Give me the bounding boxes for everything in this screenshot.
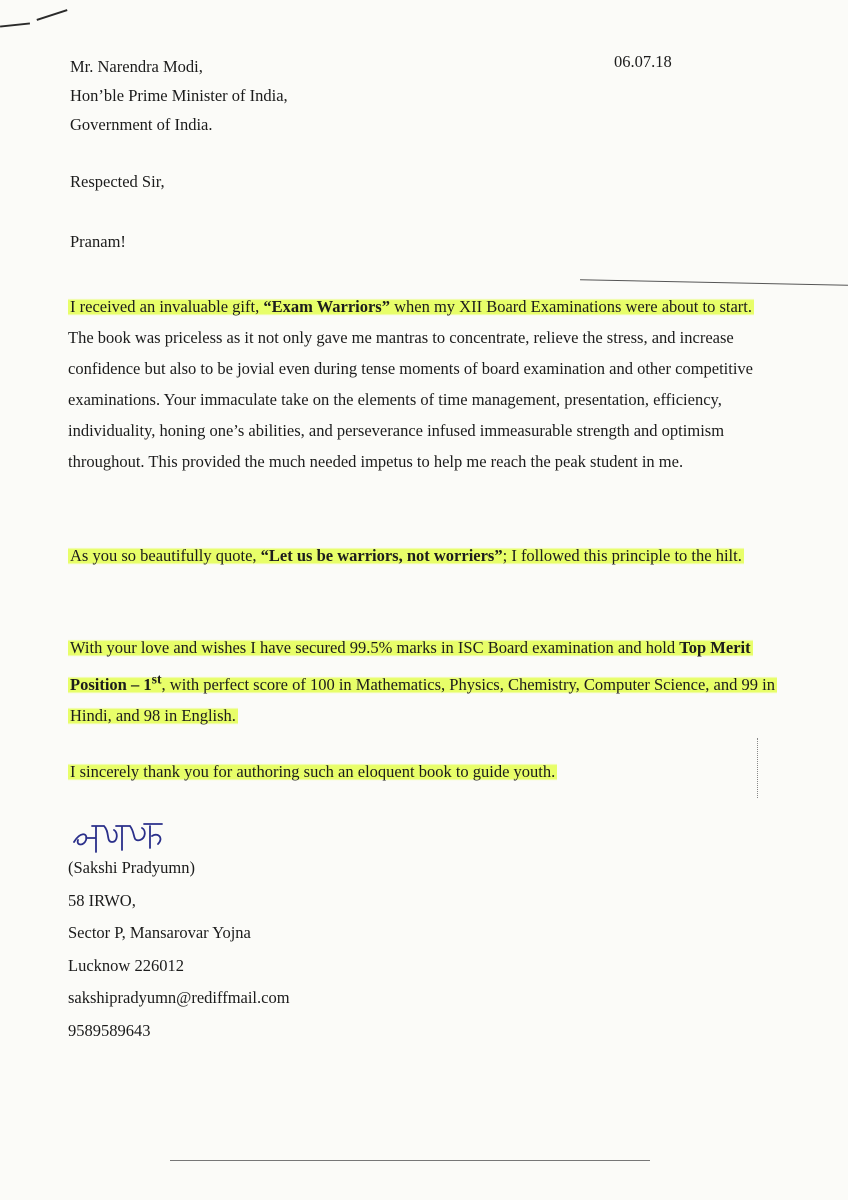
scan-line-bottom (170, 1160, 650, 1161)
paragraph-gift (68, 291, 780, 477)
salutation: Respected Sir, (70, 172, 165, 191)
scan-mark-top-left-2 (36, 9, 67, 21)
paragraph-results-highlight (68, 638, 777, 725)
greeting: Pranam! (70, 232, 126, 251)
sender-phone: 9589589643 (68, 1020, 151, 1040)
paragraph-quote-rest: ; I followed this principle to the hilt. (502, 546, 742, 565)
addressee-block (70, 52, 288, 139)
scan-line-right (580, 279, 848, 286)
paragraph-gift-body: The book was priceless as it not only gave me mantras to concentrate, relieve the stress, and increase confidence but also to be jovial even during tense moments of board examination and other competitive examinations. Your immaculate take on the elements of time management, presentation, efficiency, individuality, honing one’s abilities, and perseverance infused immeasurable strength and optimism throughout. This provided the much needed impetus to help me reach the peak student in me. (68, 328, 754, 471)
addressee-org: Government of India. (70, 115, 213, 134)
sender-name: (Sakshi Pradyumn) (68, 858, 195, 877)
merit-sup: st (151, 671, 162, 686)
sender-email: sakshipradyumn@rediffmail.com (68, 988, 290, 1008)
paragraph-quote-highlight (68, 546, 744, 565)
sender-city: Lucknow 226012 (68, 955, 184, 975)
book-title: “Exam Warriors” (263, 297, 390, 316)
addressee-name: Mr. Narendra Modi, (70, 57, 203, 76)
paragraph-thanks-text: I sincerely thank you for authoring such an eloquent book to guide youth. (70, 762, 556, 781)
paragraph-gift-highlighted-rest: when my XII Board Examinations were about to start. (389, 297, 752, 316)
scan-mark-top-left (0, 22, 30, 27)
sender-block (68, 852, 290, 1048)
paragraph-thanks (68, 756, 780, 787)
sender-address-1: 58 IRWO, (68, 890, 136, 910)
paragraph-gift-highlight (68, 297, 754, 316)
paragraph-quote-intro: As you so beautifully quote, (70, 546, 261, 565)
merit-label: Top Merit Position – 1 (70, 638, 751, 694)
addressee-title: Hon’ble Prime Minister of India, (70, 86, 288, 105)
quote-text: “Let us be warriors, not worriers” (260, 546, 503, 565)
letter-date: 06.07.18 (614, 52, 672, 71)
paragraph-gift-intro: I received an invaluable gift, (70, 297, 264, 316)
paragraph-results-rest: , with perfect score of 100 in Mathematics, Physics, Chemistry, Computer Science, and 99 in Hindi, and 98 in English. (70, 674, 775, 725)
paragraph-results (68, 632, 780, 731)
paragraph-quote (68, 540, 780, 571)
paragraph-results-intro: With your love and wishes I have secured 99.5% marks in ISC Board examination and hold (70, 638, 680, 657)
sender-address-2: Sector P, Mansarovar Yojna (68, 923, 251, 943)
